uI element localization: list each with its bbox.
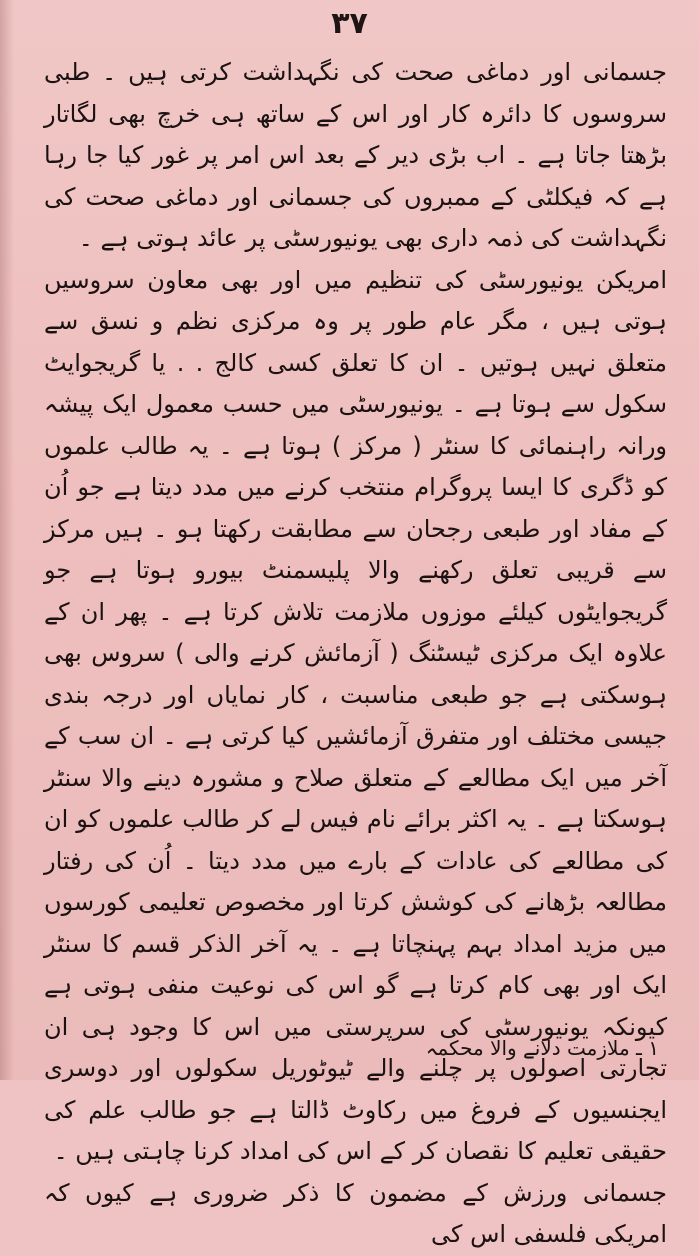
page-number: ۳۷ [331,6,368,41]
paragraph-auxiliary-services: امریکن یونیورسٹی کی تنظیم میں اور بھی معاون سروسیں ہوتی ہیں ، مگر عام طور پر وہ مرکزی نظم و نسق سے متعلق نہیں ہوتیں ۔ ان کا تعلق کسی کالج . . یا گریجوایٹ سکول سے ہوتا ہے ۔ یونیورسٹی میں حسب معمول ایک پیشہ ورانہ راہنمائی کا سنٹر ( مرکز ) ہوتا ہے ۔ یہ طالب علموں کو ڈگری کا ایسا پروگرام منتخب کرنے میں مدد دیتا ہے جو اُن کے مفاد اور طبعی رجحان سے مطابقت رکھتا ہو ۔ ہیں مرکز سے قریبی تعلق رکھنے والا پلیسمنٹ بیورو ہوتا ہے جو گریجوایٹوں کیلئے موزوں ملازمت تلاش کرتا ہے ۔ پھر ان کے علاوہ ایک مرکزی ٹیسٹنگ ( آزمائش کرنے والی ) سروس بھی ہوسکتی ہے جو طبعی مناسبت ، کار نمایاں اور درجہ بندی جیسی مختلف اور متفرق آزمائشیں کیا کرتی ہے ۔ ان سب کے آخر میں ایک مطالعے کے متعلق صلاح و مشورہ دینے والا سنٹر ہوسکتا ہے ۔ یہ اکثر برائے نام فیس لے کر طالب علموں کو ان کی مطالعے کی عادات کے بارے میں مدد دیتا ۔ اُن کی رفتار مطالعہ بڑھانے کی کوشش کرتا اور مخصوص تعلیمی کورسوں میں مزید امداد بہم پہنچاتا ہے ۔ یہ آخر الذکر قسم کا سنٹر ایک اور بھی کام کرتا ہے گو اس کی نوعیت منفی ہوتی ہے کیونکہ یونیورسٹی کی سرپرستی میں اس کا وجود ہی ان تجارتی اصولوں پر چلنے والے ٹیوٹوریل سکولوں اور دوسری ایجنسیوں کے فروغ میں رکاوٹ ڈالتا ہے جو طالب علم کی حقیقی تعلیم کا نقصان کر کے اس کی امداد کرنا چاہتی ہیں ۔ [44,265,667,1165]
footnote: ۱ ـ ملازمت دلانے والا محکمہ [425,1036,659,1060]
paragraph-physical-exercise: جسمانی ورزش کے مضمون کا ذکر ضروری ہے کیوں کہ امریکی فلسفی اس کی [44,1178,667,1248]
body-text [44,52,667,1256]
paragraph-medical-services: جسمانی اور دماغی صحت کی نگہداشت کرتی ہیں ۔ طبی سروسوں کا دائرہ کار اور اس کے ساتھ ہی خرچ بھی لگاتار بڑھتا جاتا ہے ۔ اب بڑی دیر کے بعد اس امر پر غور کیا جا رہا ہے کہ فیکلٹی کے ممبروں کی جسمانی اور دماغی صحت کی نگہداشت کی ذمہ داری بھی یونیورسٹی پر عائد ہوتی ہے ۔ [44,58,667,252]
